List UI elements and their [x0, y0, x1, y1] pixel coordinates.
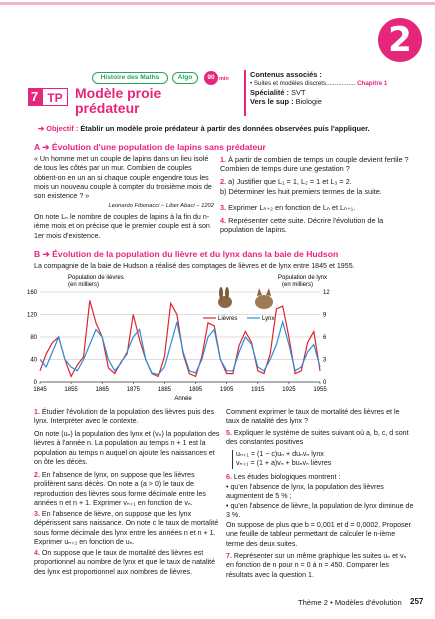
x-tick-label: 1855 [64, 387, 78, 393]
arrow-icon: ➔ [38, 124, 45, 133]
x-tick-label: 1925 [282, 387, 296, 393]
bullet-lynx-decline: • qu'en l'absence de lièvre, la population de lynx diminue de 3 %. [226, 502, 414, 520]
objective-text: Établir un modèle proie prédateur à partir des données observées puis l'appliquer. [80, 124, 370, 133]
paragraph-b6-params: On suppose de plus que b = 0,001 et d = 0,0002. Proposer une feuille de tableur permettant de calculer le n-ième terme des deux suites. [226, 521, 411, 548]
y-tick-right: 0 [323, 380, 327, 386]
x-tick-label: 1885 [157, 387, 172, 393]
left-axis-label-2: (en milliers) [68, 282, 100, 288]
associated-content-box [244, 70, 410, 116]
bullet-hare-growth: • qu'en l'absence de lynx, la population des lièvres augmentent de 5 % ; [226, 483, 384, 501]
title-line-2: prédateur [75, 100, 140, 116]
objective [38, 124, 423, 133]
section-b-intro: La compagnie de la baie de Hudson a réalisé des comptages de lièvres et de lynx entre 1845 et 1955. [34, 262, 355, 270]
question-b4: 4. On suppose que le taux de mortalité des lièvres est proportionnel au nombre de lynx et que le taux de natalité des lynx est proportionnel aux nombres de lièvres. [34, 549, 216, 576]
legend-label-lievres: Lièvres [218, 316, 238, 322]
fibonacci-quote: « Un homme met un couple de lapins dans un lieu isolé de tous les côtés par un mur. Combien de couples obtient-on en un an si chaque couple engendre tous les mois un nouveau couple à compter du troisième mois de son existence ? » [34, 155, 212, 201]
tag-history: Histoire des Maths [92, 72, 168, 84]
question-a2a: 2. a) Justifier que L₁ = 1, L₂ = 1 et L₃ = 2. [220, 177, 352, 186]
hare-illustration-icon [218, 287, 232, 308]
page-number: 257 [410, 597, 424, 606]
question-b1-text: 1. Étudier l'évolution de la population des lièvres puis des lynx. Interpréter avec le contexte. [34, 408, 214, 426]
associated-item-text: • Suites et modèles discrets [250, 79, 327, 87]
legend-label-lynx: Lynx [262, 316, 275, 322]
associated-chapter-link[interactable]: Chapitre 1 [357, 79, 388, 87]
top-decor-rule [0, 2, 435, 5]
x-tick-label: 1895 [188, 387, 203, 393]
sup-value: Biologie [295, 97, 322, 106]
footer-theme: Thème 2 • Modèles d'évolution [298, 598, 402, 607]
section-a-intro: On note Lₙ le nombre de couples de lapins à la fin du n-ième mois et on précise que le premier couple est à son 1er mois d'existence. [34, 213, 210, 240]
x-tick-label: 1915 [251, 387, 265, 393]
paragraph-b-rates: Comment exprimer le taux de mortalité des lièvres et le taux de natalité des lynx ? [226, 408, 400, 426]
x-ticks [33, 382, 327, 393]
question-a1: 1. À partir de combien de temps un couple devient fertile ? Combien de temps dure une gestation ? [220, 155, 409, 174]
left-axis-label-1: Population de lièvres [68, 275, 124, 281]
question-b5: 5. Expliquer le système de suites suivant où a, b, c, d sont des constantes positives [226, 429, 409, 447]
y-tick-right: 9 [323, 312, 327, 319]
right-ticks [323, 290, 330, 386]
y-tick-right: 3 [323, 357, 327, 364]
activity-type-label: TP [42, 88, 68, 106]
x-tick-label: 1905 [219, 387, 234, 393]
right-axis-label-1: Population de lynx [278, 275, 328, 281]
x-tick-label: 1875 [126, 387, 141, 393]
associated-dots: ................. [326, 79, 356, 87]
equation-system [232, 450, 412, 469]
objective-label: Objectif : [46, 124, 79, 133]
lynx-illustration-icon [255, 288, 273, 309]
y-tick-left: 0 [33, 380, 37, 386]
question-a3: 3. Exprimer Lₙ₊₂ en fonction de Lₙ et Lₙ₊₁. [220, 203, 356, 212]
associated-item [250, 80, 410, 88]
y-tick-left: 120 [26, 312, 37, 319]
x-tick-label: 1955 [313, 387, 327, 393]
associated-heading: Contenus associés : [250, 70, 322, 79]
section-b-title: B ➔ Évolution de la population du lièvre et du lynx dans la baie de Hudson [34, 249, 339, 259]
question-a2b: b) Déterminer les huit premiers termes de la suite. [220, 187, 382, 196]
x-tick-label: 1845 [33, 387, 47, 393]
y-tick-right: 6 [323, 335, 327, 341]
question-b2: 2. En l'absence de lynx, on suppose que les lièvres prolifèrent sans décès. On note a (a > 0) le taux de reproduction des lièvres sous forme décimale entre les années n et n + 1. Exprimer vₙ₊₁ en fonction de vₙ. [34, 471, 206, 507]
question-b3: 3. En l'absence de lièvre, on suppose que les lynx dépérissent sans naissance. On note c le taux de mortalité sous forme décimale des lynx entre les années n et n + 1. Exprimer uₙ₊₁ en fonction de uₙ. [34, 510, 219, 546]
x-tick-label: 1865 [95, 387, 109, 393]
specialite-value: SVT [291, 87, 306, 97]
section-a-title: A ➔ Évolution d'une population de lapins sans prédateur [34, 142, 266, 152]
specialite-label: Spécialité : [250, 87, 290, 97]
sup-line [250, 97, 410, 107]
series-line-lynx [40, 322, 320, 375]
equation-lievres: vₙ₊₁ = (1 + a)vₙ + buₙvₙ lièvres [236, 459, 332, 468]
title-line-1: Modèle proie [75, 85, 162, 101]
hare-lynx-chart [20, 272, 350, 404]
y-tick-left: 160 [26, 290, 37, 296]
x-axis-label: Année [174, 396, 192, 402]
specialite-line [250, 88, 410, 98]
left-ticks [27, 290, 38, 386]
question-b1 [34, 408, 220, 427]
paragraph-b-notation: On note (uₙ) la population des lynx et (vₙ) la population des lièvres à l'année n. La population au temps n + 1 est la population au temps n auquel on ajoute les naissances et on ôte les décès. [34, 430, 220, 466]
sup-label: Vers le sup : [250, 97, 294, 106]
question-b7: 7. Représenter sur un même graphique les suites uₙ et vₙ en fonction de n pour n = 0 à n = 450. Comparer les résultats avec la question 1. [226, 552, 407, 579]
tag-algo: Algo [172, 72, 198, 84]
activity-title [75, 86, 225, 116]
duration-unit: min [219, 76, 229, 82]
y-tick-left: 40 [30, 357, 37, 364]
quote-source: Leonardo Fibonacci – Liber Abaci – 1202 [108, 203, 214, 209]
equation-lynx: uₙ₊₁ = (1 − c)uₙ + duₙvₙ lynx [236, 450, 324, 458]
duration-badge: 90 [204, 71, 218, 85]
y-tick-left: 80 [30, 335, 37, 341]
chapter-number-badge: 2 [378, 18, 422, 62]
question-a4: 4. Représenter cette suite. Décrire l'évolution de la population de lapins. [220, 216, 384, 235]
activity-number: 7 [28, 88, 68, 106]
y-tick-right: 12 [323, 290, 330, 296]
right-axis-label-2: (en milliers) [282, 282, 314, 288]
question-b6: 6. Les études biologiques montrent : [226, 473, 341, 481]
